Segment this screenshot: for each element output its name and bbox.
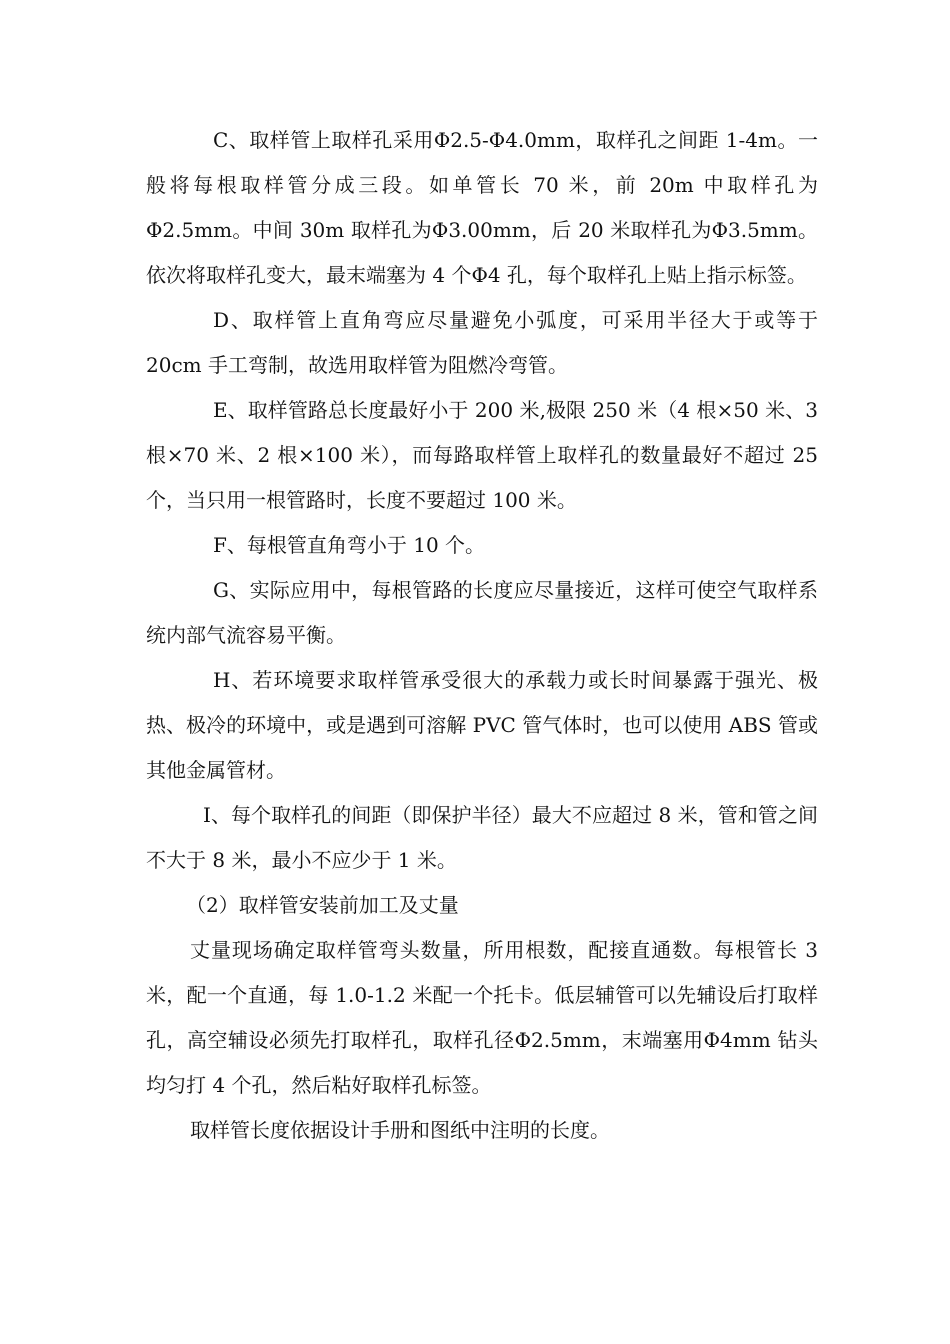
paragraph-h: H、若环境要求取样管承受很大的承载力或长时间暴露于强光、极热、极冷的环境中，或是遇到可溶解 PVC 管气体时，也可以使用 ABS 管或其他金属管材。	[146, 668, 818, 782]
paragraph-i: I、每个取样孔的间距（即保护半径）最大不应超过 8 米，管和管之间不大于 8 米，最小不应少于 1 米。	[146, 803, 818, 872]
paragraph-length: 取样管长度依据设计手册和图纸中注明的长度。	[190, 1118, 610, 1142]
paragraph-f: F、每根管直角弯小于 10 个。	[213, 533, 486, 557]
section-heading: （2）取样管安装前加工及丈量	[186, 893, 459, 917]
paragraph-c: C、取样管上取样孔采用Φ2.5-Φ4.0mm，取样孔之间距 1-4m。一般将每根取样管分成三段。如单管长 70 米，前 20m 中取样孔为Φ2.5mm。中间 30m 取样孔为Φ3.00mm，后 20 米取样孔为Φ3.5mm。依次将取样孔变大，最末端塞为 4 个Φ4 孔，每个取样孔上贴上指示标签。	[146, 128, 818, 287]
paragraph-d: D、取样管上直角弯应尽量避免小弧度，可采用半径大于或等于 20cm 手工弯制，故选用取样管为阻燃冷弯管。	[146, 308, 818, 377]
paragraph-e: E、取样管路总长度最好小于 200 米,极限 250 米（4 根×50 米、3 根×70 米、2 根×100 米），而每路取样管上取样孔的数量最好不超过 25 个，当只用一根管路时，长度不要超过 100 米。	[146, 398, 818, 512]
paragraph-g: G、实际应用中，每根管路的长度应尽量接近，这样可使空气取样系统内部气流容易平衡。	[146, 578, 818, 647]
document-body	[146, 118, 818, 1153]
paragraph-measure: 丈量现场确定取样管弯头数量，所用根数，配接直通数。每根管长 3 米，配一个直通，每 1.0-1.2 米配一个托卡。低层辅管可以先辅设后打取样孔，高空辅设必须先打取样孔，取样孔径Φ2.5mm，末端塞用Φ4mm 钻头均匀打 4 个孔，然后粘好取样孔标签。	[146, 938, 818, 1097]
